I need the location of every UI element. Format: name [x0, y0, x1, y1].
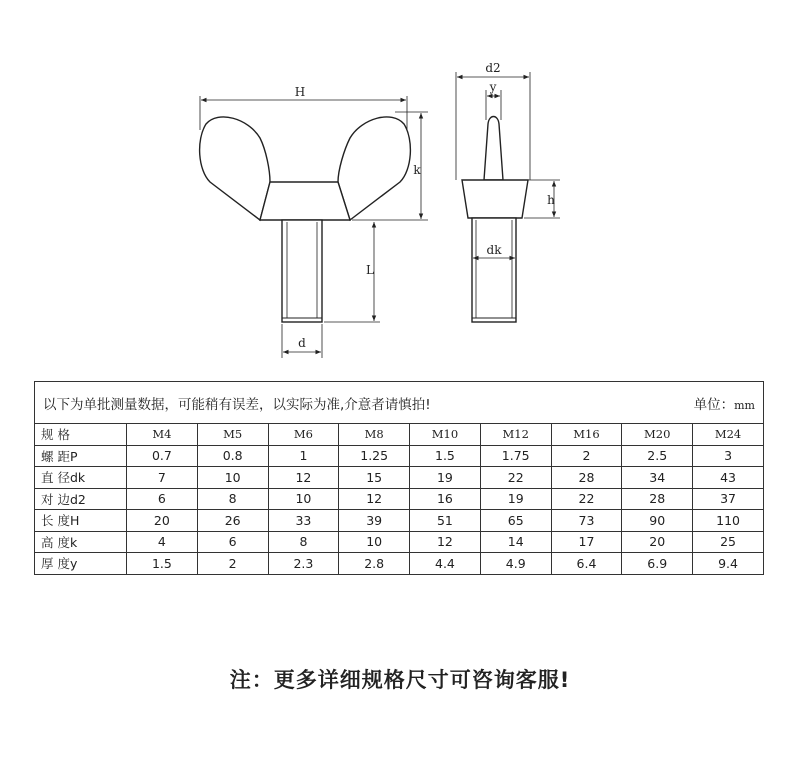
size-header: M4 [127, 424, 198, 446]
value-cell: 39 [339, 510, 410, 532]
dimension-y [486, 90, 501, 120]
size-header: M24 [693, 424, 764, 446]
value-cell: 16 [410, 488, 481, 510]
table-row [35, 445, 764, 467]
value-cell: 65 [480, 510, 551, 532]
value-cell: 33 [268, 510, 339, 532]
value-cell: 10 [197, 467, 268, 489]
table-row [35, 531, 764, 553]
value-cell: 20 [127, 510, 198, 532]
row-label: 直 径dk [35, 467, 127, 489]
label-d2: d2 [485, 61, 501, 75]
value-cell: 1.5 [410, 445, 481, 467]
value-cell: 6 [197, 531, 268, 553]
value-cell: 12 [268, 467, 339, 489]
value-cell: 1.25 [339, 445, 410, 467]
value-cell: 20 [622, 531, 693, 553]
row-label: 规 格 [35, 424, 127, 446]
value-cell: 2 [197, 553, 268, 575]
value-cell: 37 [693, 488, 764, 510]
value-cell: 19 [480, 488, 551, 510]
row-label: 厚 度y [35, 553, 127, 575]
value-cell: 26 [197, 510, 268, 532]
value-cell: 2 [551, 445, 622, 467]
size-header: M16 [551, 424, 622, 446]
row-label: 螺 距P [35, 445, 127, 467]
label-y: y [489, 80, 497, 94]
table-row [35, 488, 764, 510]
value-cell: 28 [551, 467, 622, 489]
value-cell: 4.9 [480, 553, 551, 575]
label-H: H [294, 85, 306, 99]
unit-value: mm [734, 398, 755, 412]
value-cell: 43 [693, 467, 764, 489]
value-cell: 1.5 [127, 553, 198, 575]
value-cell: 1.75 [480, 445, 551, 467]
value-cell: 0.8 [197, 445, 268, 467]
table-row [35, 510, 764, 532]
size-header: M12 [480, 424, 551, 446]
size-header: M10 [410, 424, 481, 446]
notice-row [35, 382, 764, 424]
value-cell: 12 [410, 531, 481, 553]
spec-table [34, 381, 764, 575]
notice-cell [35, 382, 764, 424]
size-header: M8 [339, 424, 410, 446]
side-view [456, 61, 560, 322]
value-cell: 22 [551, 488, 622, 510]
label-h: h [547, 193, 555, 207]
size-header: M5 [197, 424, 268, 446]
value-cell: 0.7 [127, 445, 198, 467]
value-cell: 6.4 [551, 553, 622, 575]
label-k: k [413, 163, 421, 177]
value-cell: 14 [480, 531, 551, 553]
notice-text: 以下为单批测量数据，可能稍有误差，以实际为准,介意者请慎拍! [43, 396, 431, 413]
unit-label [694, 393, 755, 413]
row-label: 高 度k [35, 531, 127, 553]
unit-label-text: 单位： [693, 396, 735, 413]
label-d: d [298, 336, 306, 350]
value-cell: 10 [268, 488, 339, 510]
value-cell: 90 [622, 510, 693, 532]
value-cell: 1 [268, 445, 339, 467]
wing-nut-technical-drawing [0, 0, 800, 370]
wing-nut-body [200, 117, 411, 220]
value-cell: 8 [197, 488, 268, 510]
label-L: L [366, 263, 374, 277]
value-cell: 10 [339, 531, 410, 553]
value-cell: 3 [693, 445, 764, 467]
value-cell: 19 [410, 467, 481, 489]
value-cell: 4.4 [410, 553, 481, 575]
value-cell: 25 [693, 531, 764, 553]
value-cell: 8 [268, 531, 339, 553]
value-cell: 17 [551, 531, 622, 553]
table-row [35, 467, 764, 489]
table-row [35, 553, 764, 575]
value-cell: 51 [410, 510, 481, 532]
value-cell: 73 [551, 510, 622, 532]
value-cell: 110 [693, 510, 764, 532]
front-view [200, 85, 428, 358]
value-cell: 15 [339, 467, 410, 489]
header-row [35, 424, 764, 446]
value-cell: 4 [127, 531, 198, 553]
front-bolt-shank [282, 220, 322, 322]
size-header: M20 [622, 424, 693, 446]
value-cell: 2.3 [268, 553, 339, 575]
row-label: 长 度H [35, 510, 127, 532]
size-header: M6 [268, 424, 339, 446]
row-label: 对 边d2 [35, 488, 127, 510]
value-cell: 6.9 [622, 553, 693, 575]
label-dk: dk [486, 243, 502, 257]
value-cell: 6 [127, 488, 198, 510]
value-cell: 22 [480, 467, 551, 489]
footer-note: 注：更多详细规格尺寸可咨询客服! [229, 668, 571, 692]
value-cell: 2.8 [339, 553, 410, 575]
side-bolt-shank [472, 218, 516, 322]
side-nut-body [462, 117, 528, 219]
value-cell: 34 [622, 467, 693, 489]
value-cell: 7 [127, 467, 198, 489]
value-cell: 12 [339, 488, 410, 510]
value-cell: 2.5 [622, 445, 693, 467]
value-cell: 28 [622, 488, 693, 510]
value-cell: 9.4 [693, 553, 764, 575]
